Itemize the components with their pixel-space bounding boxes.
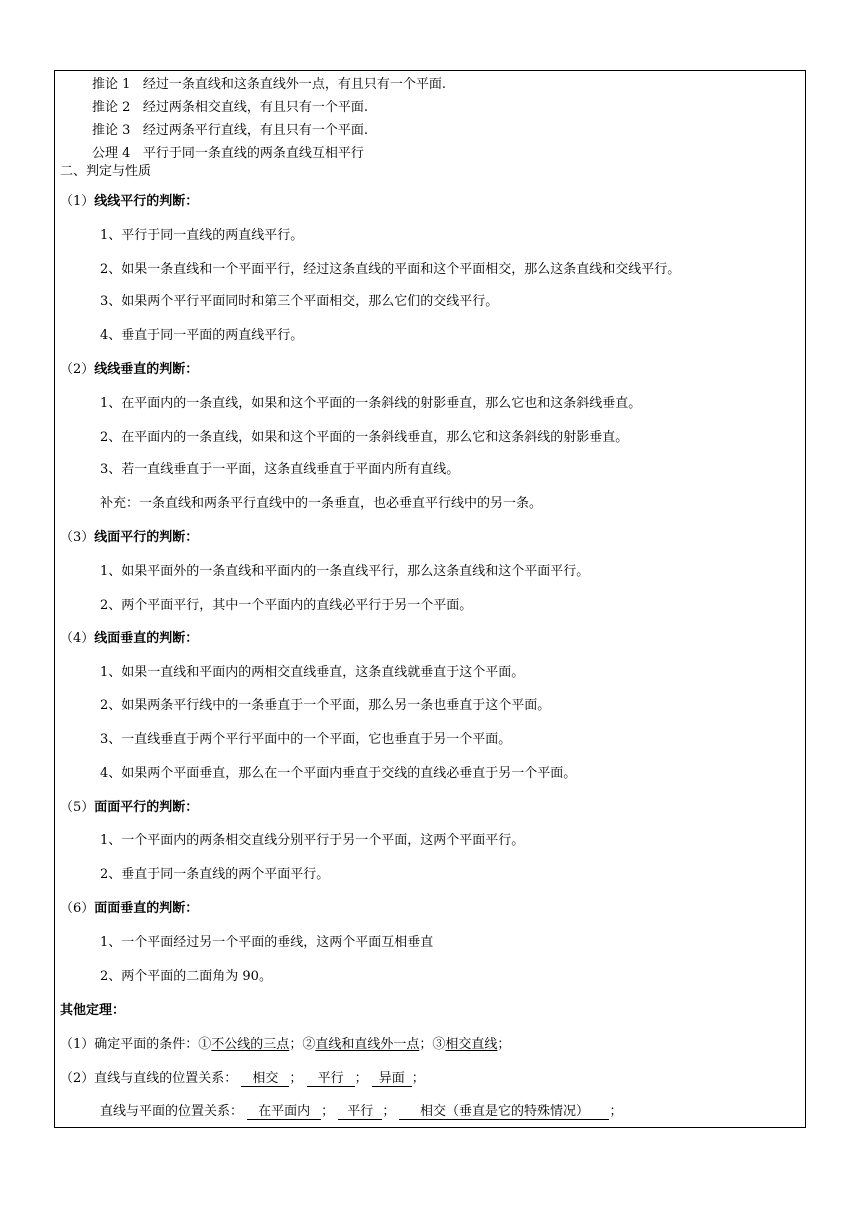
group-heading: [60, 530, 198, 546]
relation-label: （2）直线与直线的位置关系：: [60, 1071, 238, 1086]
list-item: 1、在平面内的一条直线，如果和这个平面的一条斜线的射影垂直，那么它也和这条斜线垂直。: [100, 396, 642, 411]
line-line-relations: [60, 1071, 425, 1087]
separator: ；: [289, 1037, 303, 1052]
group-heading: [60, 631, 198, 647]
list-item: 2、在平面内的一条直线，如果和这个平面的一条斜线垂直，那么它和这条斜线的射影垂直。: [100, 430, 629, 445]
condition-answer: 直线和直线外一点: [315, 1037, 420, 1052]
group-number: （6）: [60, 901, 95, 916]
list-item: 4、垂直于同一平面的两直线平行。: [100, 328, 304, 343]
line-plane-relations: [100, 1104, 622, 1120]
theorem-text: 平行于同一条直线的两条直线互相平行: [142, 146, 364, 161]
group-heading: [60, 901, 198, 917]
list-item: 3、如果两个平行平面同时和第三个平面相交，那么它们的交线平行。: [100, 294, 499, 309]
condition-answer: 不公线的三点: [211, 1037, 290, 1052]
group-title: 线面垂直的判断：: [94, 631, 199, 646]
answer-blank: 在平面内: [247, 1105, 321, 1120]
list-item: 2、两个平面平行，其中一个平面内的直线必平行于另一个平面。: [100, 598, 473, 613]
separator: ；: [354, 1071, 368, 1086]
group-title: 线线垂直的判断：: [94, 362, 199, 377]
list-item: 3、若一直线垂直于一平面，这条直线垂直于平面内所有直线。: [100, 462, 460, 477]
group-title: 面面平行的判断：: [94, 800, 199, 815]
answer-blank: 平行: [307, 1072, 355, 1087]
separator: ；: [382, 1104, 396, 1119]
separator: ；: [321, 1104, 335, 1119]
theorem-text: 经过两条平行直线，有且只有一个平面.: [142, 123, 368, 138]
answer-blank: 相交（垂直是它的特殊情况）: [399, 1105, 609, 1120]
theorem-label: 推论 1: [92, 77, 131, 92]
plane-conditions-label: （1）确定平面的条件：: [60, 1037, 199, 1052]
condition-answer: 相交直线: [445, 1037, 498, 1052]
circled-number: ①: [198, 1037, 212, 1052]
list-item: 4、如果两个平面垂直，那么在一个平面内垂直于交线的直线必垂直于另一个平面。: [100, 766, 577, 781]
answer-blank: 平行: [338, 1105, 382, 1120]
list-item: 1、平行于同一直线的两直线平行。: [100, 228, 304, 243]
other-theorems-heading: 其他定理：: [60, 1003, 126, 1018]
group-heading: [60, 194, 198, 210]
list-item: 1、如果一直线和平面内的两相交直线垂直，这条直线就垂直于这个平面。: [100, 665, 525, 680]
circled-number: ③: [432, 1037, 446, 1052]
list-item: 2、如果一条直线和一个平面平行，经过这条直线的平面和这个平面相交，那么这条直线和交线平行。: [100, 262, 681, 277]
group-title: 面面垂直的判断：: [94, 901, 199, 916]
list-item: 1、一个平面内的两条相交直线分别平行于另一个平面，这两个平面平行。: [100, 833, 525, 848]
list-item: 2、两个平面的二面角为 90。: [100, 969, 272, 984]
separator: ；: [289, 1071, 303, 1086]
corollary-1: [92, 77, 446, 93]
group-title: 线面平行的判断：: [94, 530, 199, 545]
answer-blank: 异面: [372, 1072, 412, 1087]
group-number: （5）: [60, 800, 95, 815]
corollary-3: [92, 123, 368, 139]
list-item: 1、如果平面外的一条直线和平面内的一条直线平行，那么这条直线和这个平面平行。: [100, 564, 590, 579]
separator: ；: [419, 1037, 433, 1052]
list-item: 1、一个平面经过另一个平面的垂线，这两个平面互相垂直: [100, 935, 434, 950]
theorem-label: 公理 4: [92, 146, 131, 161]
group-heading: [60, 362, 198, 378]
axiom-4: [92, 146, 364, 162]
theorem-label: 推论 3: [92, 123, 131, 138]
group-heading: [60, 800, 198, 816]
group-title: 线线平行的判断：: [94, 194, 199, 209]
list-item: 2、如果两条平行线中的一条垂直于一个平面，那么另一条也垂直于这个平面。: [100, 698, 551, 713]
group-number: （3）: [60, 530, 95, 545]
theorem-text: 经过一条直线和这条直线外一点，有且只有一个平面.: [142, 77, 446, 92]
theorem-label: 推论 2: [92, 100, 131, 115]
list-item: 2、垂直于同一条直线的两个平面平行。: [100, 867, 330, 882]
separator: ；: [411, 1071, 425, 1086]
section-heading: 二、判定与性质: [60, 164, 152, 179]
circled-number: ②: [302, 1037, 316, 1052]
answer-blank: 相交: [241, 1072, 289, 1087]
plane-conditions: [60, 1037, 510, 1053]
group-number: （1）: [60, 194, 95, 209]
group-number: （2）: [60, 362, 95, 377]
corollary-2: [92, 100, 368, 116]
separator: ；: [497, 1037, 511, 1052]
relation-label: 直线与平面的位置关系：: [100, 1104, 244, 1119]
theorem-text: 经过两条相交直线，有且只有一个平面.: [142, 100, 368, 115]
list-item: 3、一直线垂直于两个平行平面中的一个平面，它也垂直于另一个平面。: [100, 732, 512, 747]
separator: ；: [609, 1104, 623, 1119]
group-number: （4）: [60, 631, 95, 646]
list-item: 补充：一条直线和两条平行直线中的一条垂直，也必垂直平行线中的另一条。: [100, 496, 543, 511]
